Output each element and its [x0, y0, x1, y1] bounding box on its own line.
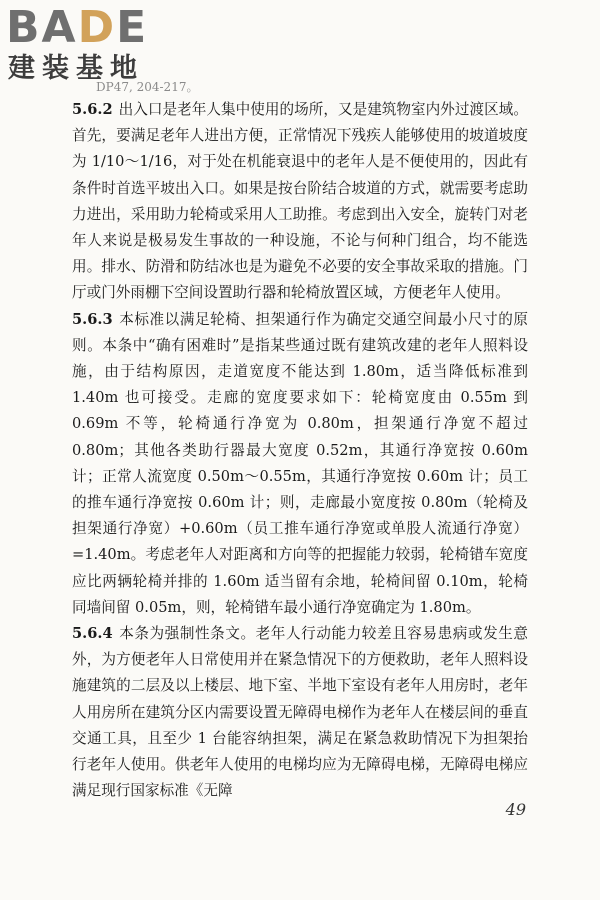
section-number: 5.6.2 [72, 101, 113, 118]
section-paragraph [72, 97, 528, 307]
page-number: 49 [505, 800, 526, 819]
logo-chinese-text: 建装基地 [8, 53, 144, 84]
section-number: 5.6.4 [72, 625, 113, 643]
section-paragraph [72, 621, 528, 804]
reference-fragment: DP47, 204-217。 [96, 80, 199, 94]
section-text: 本标准以满足轮椅、担架通行作为确定交通空间最小尺寸的原则。本条中“确有困难时”是指某些通过既有建筑改建的老年人照料设施，由于结构原因，走道宽度不能达到 1.80m，适当降低标准到 1.40m 也可接受。走廊的宽度要求如下：轮椅宽度由 0.55m 到 0.69m 不等，轮椅通行净宽为 0.80m，担架通行净宽不超过 0.80m；其他各类助行器最大宽度 0.52m，其通行净宽按 0.60m 计；正常人流宽度 0.50m～0.55m，其通行净宽按 0.60m 计；员工的推车通行净宽按 0.60m 计；则，走廊最小宽度按 0.80m（轮椅及担架通行净宽）+0.60m（员工推车通行净宽或单股人流通行净宽）=1.40m。考虑老年人对距离和方向等的把握能力较弱，轮椅错车宽度应比两辆轮椅并排的 1.60m 适当留有余地，轮椅间留 0.10m，轮椅同墙间留 0.05m，则，轮椅错车最小通行净宽确定为 1.80m。 [72, 310, 528, 616]
section-text: 本条为强制性条文。老年人行动能力较差且容易患病或发生意外，为方便老年人日常使用并在紧急情况下的方便救助，老年人照料设施建筑的二层及以上楼层、地下室、半地下室设有老年人用房时，老年人用房所在建筑分区内需要设置无障碍电梯作为老年人在楼层间的垂直交通工具，且至少 1 台能容纳担架，满足在紧急救助情况下为担架抬行老年人使用。供老年人使用的电梯均应为无障碍电梯，无障碍电梯应满足现行国家标准《无障 [72, 625, 528, 800]
section-number: 5.6.3 [72, 310, 113, 328]
section-paragraph [72, 307, 528, 621]
section-text: 出入口是老年人集中使用的场所，又是建筑物室内外过渡区域。首先，要满足老年人进出方便，正常情况下残疾人能够使用的坡道坡度为 1/10～1/16，对于处在机能衰退中的老年人是不便使用的，因此有条件时首选平坡出入口。如果是按台阶结合坡道的方式，就需要考虑助力进出，采用助力轮椅或采用人工助推。考虑到出入安全，旋转门对老年人来说是极易发生事故的一种设施，不论与何种门组合，均不能选用。排水、防滑和防结冰也是为避免不必要的安全事故采取的措施。门厅或门外雨棚下空间设置助行器和轮椅放置区域，方便老年人使用。 [72, 101, 528, 302]
document-body [72, 97, 528, 804]
logo-brand: BADE [6, 2, 149, 53]
bade-logo [6, 4, 176, 90]
